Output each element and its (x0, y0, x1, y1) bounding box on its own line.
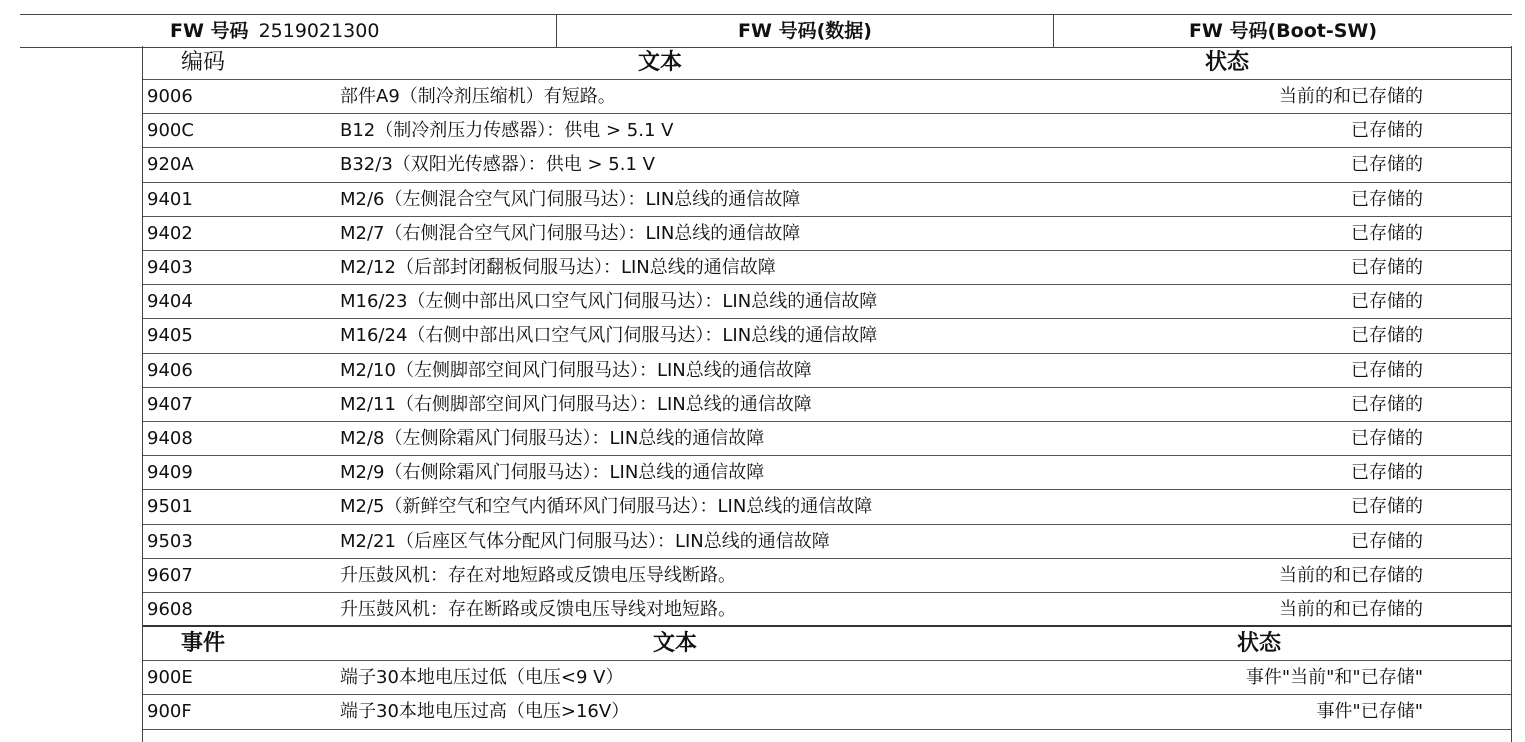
fw-header-bar (20, 14, 1512, 48)
code-row-status: 已存储的 (1351, 359, 1423, 381)
fw-number-label: FW 号码 (170, 20, 249, 42)
codes-header-row-text: 文本 (638, 50, 683, 75)
event-row-code: 900E (147, 667, 193, 689)
code-row-text: M2/8（左侧除霜风门伺服马达）：LIN总线的通信故障 (340, 428, 765, 449)
code-row-text: M2/10（左侧脚部空间风门伺服马达）：LIN总线的通信故障 (340, 359, 812, 381)
code-row-code: 920A (147, 154, 194, 176)
fw-boot-cell (1054, 15, 1512, 47)
code-row-status: 已存储的 (1351, 188, 1423, 210)
code-row (143, 80, 1511, 114)
code-row (143, 388, 1511, 422)
code-row-text: 部件A9（制冷剂压缩机）有短路。 (340, 86, 616, 107)
codes-header-row-status: 状态 (1205, 50, 1250, 75)
code-row-status: 已存储的 (1351, 428, 1423, 449)
events-header-row-text: 文本 (653, 631, 698, 657)
code-row (143, 593, 1511, 627)
code-row (143, 285, 1511, 319)
code-row-status: 已存储的 (1351, 222, 1423, 244)
code-row (143, 217, 1511, 251)
code-row (143, 148, 1511, 182)
fw-data-cell (557, 15, 1054, 47)
code-row-text: M2/21（后座区气体分配风门伺服马达）：LIN总线的通信故障 (340, 530, 830, 552)
code-row-text: M2/6（左侧混合空气风门伺服马达）：LIN总线的通信故障 (340, 188, 801, 210)
code-row (143, 114, 1511, 148)
events-header-row (143, 627, 1511, 661)
code-row-code: 9401 (147, 188, 193, 210)
code-row-text: B32/3（双阳光传感器）：供电 > 5.1 V (340, 154, 655, 176)
code-row-text: M2/11（右侧脚部空间风门伺服马达）：LIN总线的通信故障 (340, 393, 812, 415)
code-row (143, 525, 1511, 559)
code-row-text: 升压鼓风机：存在断路或反馈电压导线对地短路。 (340, 599, 736, 620)
codes-header-row (143, 46, 1511, 80)
code-row-status: 已存储的 (1351, 257, 1423, 278)
code-row (143, 251, 1511, 285)
events-header-row-status: 状态 (1237, 631, 1282, 657)
code-row (143, 456, 1511, 490)
code-row-code: 9501 (147, 496, 193, 518)
fw-number-value: 2519021300 (258, 20, 380, 42)
code-row-code: 9409 (147, 462, 193, 484)
code-row-status: 当前的和已存储的 (1279, 599, 1423, 620)
code-row-status: 已存储的 (1351, 496, 1423, 518)
code-row-text: M16/24（右侧中部出风口空气风门伺服马达）：LIN总线的通信故障 (340, 325, 878, 347)
code-row-code: 9405 (147, 325, 193, 347)
code-row-text: M2/12（后部封闭翻板伺服马达）：LIN总线的通信故障 (340, 257, 776, 278)
code-row-status: 已存储的 (1351, 393, 1423, 415)
code-row-text: M2/5（新鲜空气和空气内循环风门伺服马达）：LIN总线的通信故障 (340, 496, 873, 518)
code-row-code: 9403 (147, 257, 193, 278)
fault-code-table (142, 46, 1512, 742)
code-row-code: 9503 (147, 530, 193, 552)
code-row-status: 已存储的 (1351, 120, 1423, 142)
code-row-status: 当前的和已存储的 (1279, 86, 1423, 107)
code-row-code: 9607 (147, 564, 193, 586)
code-row-status: 当前的和已存储的 (1279, 564, 1423, 586)
code-row (143, 354, 1511, 388)
event-row (143, 661, 1511, 695)
code-row-code: 900C (147, 120, 194, 142)
code-row-code: 9402 (147, 222, 193, 244)
event-row-text: 端子30本地电压过低（电压<9 V） (340, 667, 624, 689)
code-row (143, 183, 1511, 217)
fw-number-cell (20, 15, 557, 47)
code-row-code: 9006 (147, 86, 193, 107)
code-row-status: 已存储的 (1351, 291, 1423, 313)
fw-data-label: FW 号码(数据) (738, 20, 872, 42)
code-row-code: 9608 (147, 599, 193, 620)
event-row (143, 695, 1511, 729)
event-row-status: 事件"当前"和"已存储" (1245, 667, 1423, 689)
code-row-code: 9406 (147, 359, 193, 381)
code-row-status: 已存储的 (1351, 462, 1423, 484)
event-row-status: 事件"已存储" (1316, 701, 1423, 723)
code-row-text: M2/7（右侧混合空气风门伺服马达）：LIN总线的通信故障 (340, 222, 801, 244)
code-row-code: 9407 (147, 393, 193, 415)
event-row-code: 900F (147, 701, 192, 723)
code-row-status: 已存储的 (1351, 325, 1423, 347)
codes-header-row-code: 编码 (181, 50, 226, 75)
code-row-code: 9404 (147, 291, 193, 313)
code-row (143, 559, 1511, 593)
code-row-code: 9408 (147, 428, 193, 449)
code-row-text: M2/9（右侧除霜风门伺服马达）：LIN总线的通信故障 (340, 462, 765, 484)
code-row (143, 422, 1511, 456)
event-row-text: 端子30本地电压过高（电压>16V） (340, 701, 630, 723)
code-row-text: 升压鼓风机：存在对地短路或反馈电压导线断路。 (340, 564, 736, 586)
fw-boot-label: FW 号码(Boot-SW) (1188, 20, 1378, 42)
code-row (143, 319, 1511, 353)
events-header-row-code: 事件 (181, 631, 226, 657)
code-row (143, 490, 1511, 524)
code-row-status: 已存储的 (1351, 154, 1423, 176)
code-row-text: B12（制冷剂压力传感器）：供电 > 5.1 V (340, 120, 674, 142)
code-row-text: M16/23（左侧中部出风口空气风门伺服马达）：LIN总线的通信故障 (340, 291, 878, 313)
code-row-status: 已存储的 (1351, 530, 1423, 552)
